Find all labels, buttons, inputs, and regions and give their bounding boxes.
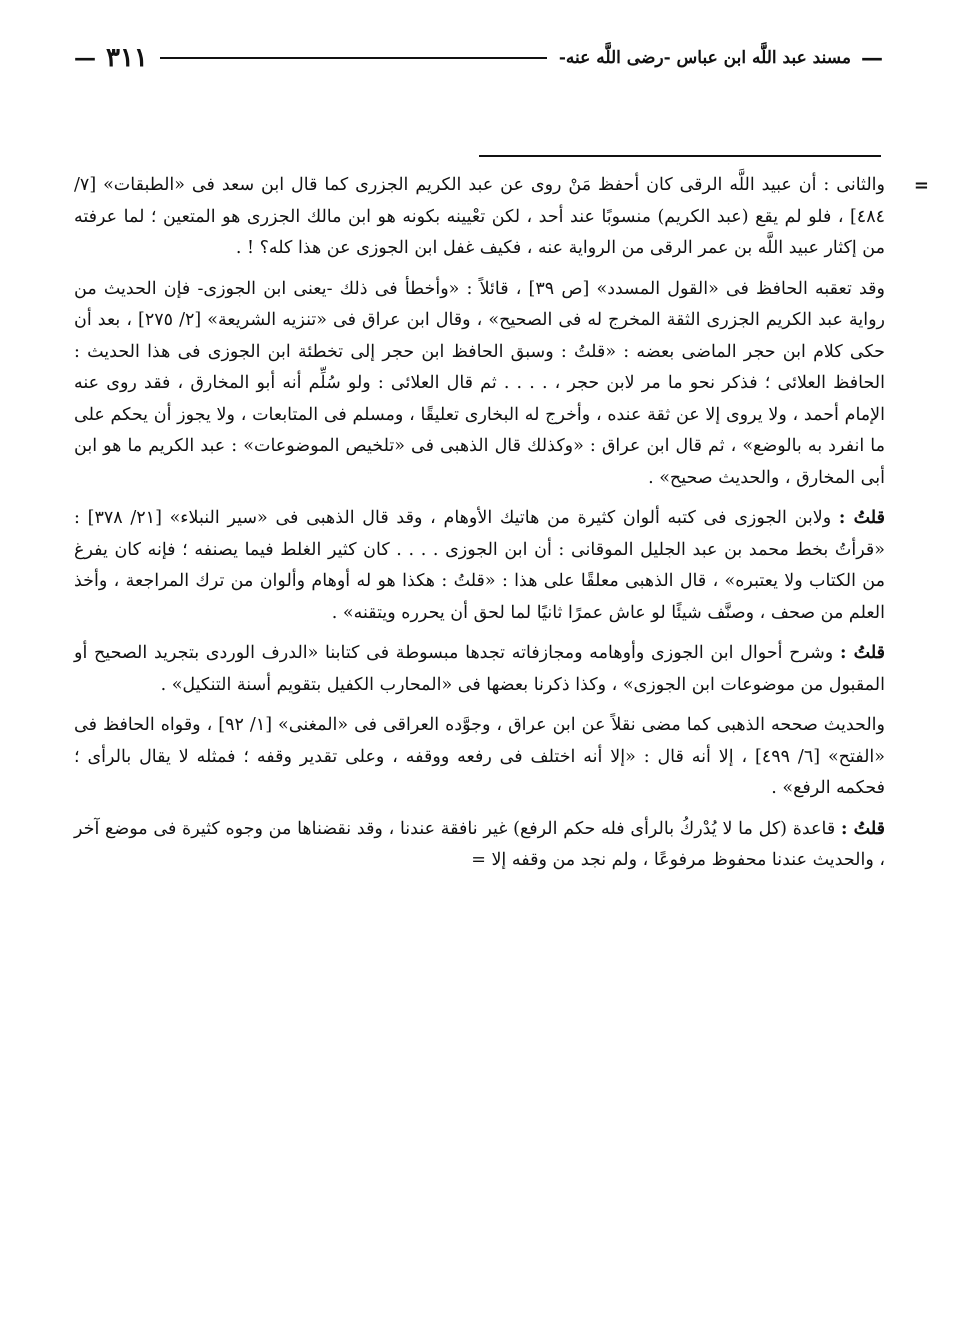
paragraph-text: وقد تعقبه الحافظ فى «القول المسدد» [ص ٣٩] ، قائلاً : «وأخطأ فى ذلك -يعنى ابن الجوزى- فإن الحديث من رواية عبد الكريم الجزرى الثقة المخرج له فى الصحيح» ، وقال ابن عراق فى «تنزيه الشريعة» [٢/ ٢٧٥] ، بعد أن حكى كلام ابن حجر الماضى بعضه : «قلتُ : وسبق الحافظ ابن حجر إلى تخطئة ابن الجوزى فى هذا الحديث : الحافظ العلائى ؛ فذكر نحو ما مر لابن حجر ، . . . . ثم قال العلائى : ولو سُلِّم أنه أبو المخارق ، فقد روى عنه الإمام أحمد ، ولا يروى إلا عن ثقة عنده ، وأخرج له البخارى تعليقًا ، ومسلم فى المتابعات ، ولا يجوز أن يحكم على ما انفرد به بالوضع» ، ثم قال ابن عراق : «وكذلك قال الذهبى فى «تلخيص الموضوعات» : عبد الكريم ما هو ابن أبى المخارق ، والحديث صحيح» . bbox=[74, 278, 885, 488]
footnote-separator bbox=[479, 155, 881, 157]
paragraph-1 bbox=[74, 170, 929, 265]
page-number: ٣١١ bbox=[106, 43, 148, 73]
header-dash-right: — bbox=[861, 45, 883, 71]
running-title: مسند عبد اللَّه ابن عباس -رضى اللَّه عنه- bbox=[558, 48, 851, 68]
page-header bbox=[70, 38, 887, 78]
paragraph-3 bbox=[74, 503, 885, 629]
footnote-text bbox=[74, 170, 929, 886]
paragraph-2 bbox=[74, 274, 885, 495]
paragraph-lead: قلتُ : bbox=[838, 508, 885, 528]
paragraph-6 bbox=[74, 814, 885, 877]
header-dash-left: — bbox=[74, 45, 96, 71]
paragraph-4 bbox=[74, 638, 885, 701]
header-rule bbox=[160, 57, 547, 59]
continuation-mark: = bbox=[913, 175, 929, 196]
paragraph-5 bbox=[74, 710, 885, 805]
paragraph-text: والحديث صححه الذهبى كما مضى نقلاً عن ابن عراق ، وجوَّده العراقى فى «المغنى» [١/ ٩٢] ، وقواه الحافظ فى «الفتح» [٦/ ٤٩٩] ، إلا أنه قال : «إلا أنه اختلف فى رفعه ووقفه ، وعلى تقدير وقفه ؛ فمثله لا يقال بالرأى ؛ فحكمه الرفع» . bbox=[74, 715, 885, 798]
paragraph-lead: قلتُ : bbox=[839, 643, 885, 663]
paragraph-text: والثانى : أن عبيد اللَّه الرقى كان أحفظ مَنْ روى عن عبد الكريم الجزرى كما قال ابن سعد فى «الطبقات» [٧/ ٤٨٤] ، فلو لم يقع (عبد الكريم) منسوبًا عند أحد ، لكن تعْيينه بكونه هو ابن مالك الجزرى هو المتعين ؛ لما عرفته من إكثار عبيد اللَّه بن عمر الرقى من الرواية عنه ، فكيف غفل ابن الجوزى عن هذا كله؟ ! . bbox=[74, 175, 885, 258]
paragraph-text: ولابن الجوزى فى كتبه ألوان كثيرة من هاتيك الأوهام ، وقد قال الذهبى فى «سير النبلاء» [٢١/ ٣٧٨] : «قرأتُ بخط محمد بن عبد الجليل الموقانى : أن ابن الجوزى . . . . كان كثير الغلط فيما يصنفه ؛ فإنه كان يفرغ من الكتاب ولا يعتبره» ، قال الذهبى معلقًا على هذا : «قلتُ : هكذا هو له أوهام وألوان من ترك المراجعة ، وأخذ العلم من صحف ، وصنَّف شيئًا لو عاش عمرًا ثانيًا لما لحق أن يحرره ويتقنه» . bbox=[74, 508, 885, 623]
paragraph-lead: قلتُ : bbox=[840, 818, 885, 839]
paragraph-text: قاعدة (كل ما لا يُدْركُ بالرأى فله حكم الرفع) غير نافقة عندنا ، وقد نقضناها من وجوه كثيرة فى موضع آخر ، والحديث عندنا محفوظ مرفوعًا ، ولم نجد من وقفه إلا = bbox=[74, 818, 885, 870]
paragraph-text: وشرح أحوال ابن الجوزى وأوهامه ومجازفاته تجدها مبسوطة فى كتابنا «الدرف الوردى بتجريد الصحيح أو المقبول من موضوعات ابن الجوزى» ، وكذا ذكرنا بعضها فى «المحارب الكفيل بتقويم أسنة التنكيل» . bbox=[74, 643, 885, 695]
